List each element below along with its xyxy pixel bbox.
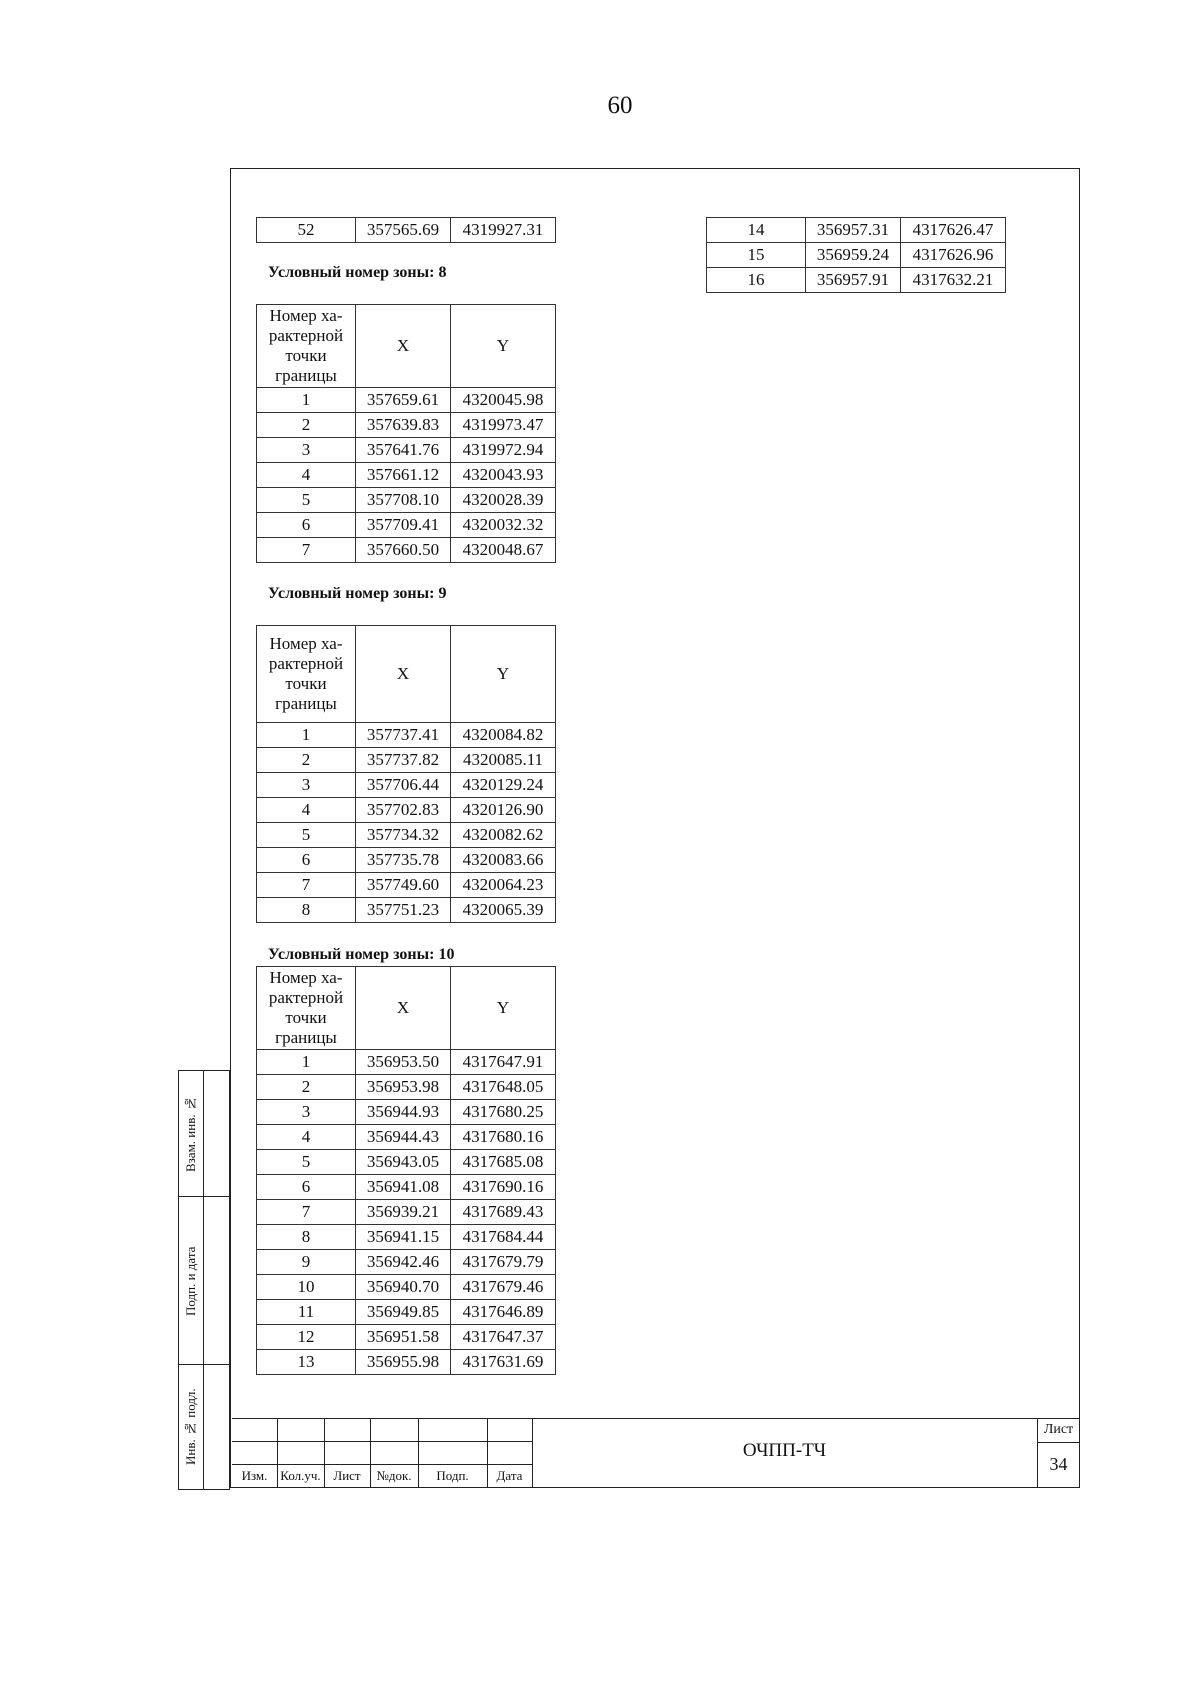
x-cell: 356957.31	[806, 218, 901, 243]
x-cell: 356951.58	[356, 1325, 451, 1350]
x-cell: 356944.93	[356, 1100, 451, 1125]
title-block-label-izm: Изм.	[241, 1468, 268, 1483]
y-cell: 4320048.67	[451, 538, 556, 563]
y-cell: 4320083.66	[451, 848, 556, 873]
zone-title-9: Условный номер зоны: 9	[268, 585, 447, 602]
coordinates-table-continued-right	[706, 217, 1006, 293]
x-cell: 356955.98	[356, 1350, 451, 1375]
header-point-line: Номер ха-	[269, 968, 343, 987]
point-number-cell: 7	[257, 873, 356, 898]
x-cell: 357749.60	[356, 873, 451, 898]
y-cell: 4317680.25	[451, 1100, 556, 1125]
header-x: X	[356, 626, 451, 723]
header-x: X	[356, 305, 451, 388]
header-point-number	[257, 626, 356, 723]
x-cell: 356953.50	[356, 1050, 451, 1075]
table-header-row	[257, 626, 556, 723]
table-row	[707, 218, 1006, 243]
point-number-cell: 5	[257, 1150, 356, 1175]
point-number-cell: 7	[257, 538, 356, 563]
table-row	[257, 798, 556, 823]
point-number-cell: 16	[707, 268, 806, 293]
table-row	[257, 1325, 556, 1350]
table-row	[257, 1275, 556, 1300]
header-point-line: рактерной	[268, 654, 344, 673]
point-number-cell: 10	[257, 1275, 356, 1300]
y-cell: 4317690.16	[451, 1175, 556, 1200]
title-block-label-koluch: Кол.уч.	[280, 1468, 321, 1483]
x-cell: 357659.61	[356, 388, 451, 413]
point-number-cell: 4	[257, 798, 356, 823]
y-cell: 4317648.05	[451, 1075, 556, 1100]
x-cell: 357737.41	[356, 723, 451, 748]
point-number-cell: 12	[257, 1325, 356, 1350]
table-row	[257, 413, 556, 438]
sheet-label: Лист	[1043, 1422, 1074, 1437]
table-row	[707, 268, 1006, 293]
table-row	[257, 1100, 556, 1125]
x-cell: 356941.08	[356, 1175, 451, 1200]
title-block-label-data: Дата	[496, 1468, 523, 1483]
point-number-cell: 8	[257, 898, 356, 923]
table-row	[257, 773, 556, 798]
table-row	[257, 1125, 556, 1150]
point-number-cell: 11	[257, 1300, 356, 1325]
header-point-line: границы	[275, 1028, 337, 1047]
table-row	[257, 513, 556, 538]
point-number-cell: 5	[257, 823, 356, 848]
header-point-line: точки	[285, 1008, 327, 1027]
y-cell: 4319972.94	[451, 438, 556, 463]
header-y: Y	[451, 967, 556, 1050]
title-block-label-ndok: №док.	[376, 1468, 412, 1483]
side-stamp-inv-label: Инв. № подл.	[183, 1388, 198, 1466]
x-cell: 357709.41	[356, 513, 451, 538]
table-row	[257, 1225, 556, 1250]
document-code: ОЧПП-ТЧ	[742, 1440, 827, 1461]
x-cell: 356959.24	[806, 243, 901, 268]
table-row	[257, 1300, 556, 1325]
y-cell: 4317680.16	[451, 1125, 556, 1150]
x-cell: 356953.98	[356, 1075, 451, 1100]
table-header-row	[257, 967, 556, 1050]
y-cell: 4320084.82	[451, 723, 556, 748]
point-number-cell: 5	[257, 488, 356, 513]
table-row	[257, 1350, 556, 1375]
table-row	[257, 1250, 556, 1275]
x-cell: 356943.05	[356, 1150, 451, 1175]
y-cell: 4320064.23	[451, 873, 556, 898]
y-cell: 4317647.91	[451, 1050, 556, 1075]
x-cell: 357735.78	[356, 848, 451, 873]
x-cell: 356940.70	[356, 1275, 451, 1300]
table-row	[257, 488, 556, 513]
point-number-cell: 2	[257, 748, 356, 773]
side-stamp	[178, 1070, 230, 1490]
x-cell: 356942.46	[356, 1250, 451, 1275]
y-cell: 4319927.31	[451, 218, 556, 243]
title-block-label-list: Лист	[333, 1468, 361, 1483]
zone-table-10	[256, 966, 556, 1375]
side-stamp-vzam-label: Взам. инв. №	[183, 1096, 198, 1172]
point-number-cell: 7	[257, 1200, 356, 1225]
point-number-cell: 3	[257, 1100, 356, 1125]
point-number-cell: 6	[257, 848, 356, 873]
y-cell: 4317684.44	[451, 1225, 556, 1250]
x-cell: 357565.69	[356, 218, 451, 243]
table-row	[257, 873, 556, 898]
point-number-cell: 15	[707, 243, 806, 268]
table-row	[257, 218, 556, 243]
y-cell: 4317626.96	[901, 243, 1006, 268]
coordinates-table-continued-left	[256, 217, 556, 243]
y-cell: 4317689.43	[451, 1200, 556, 1225]
table-row	[257, 898, 556, 923]
table-row	[257, 823, 556, 848]
y-cell: 4320028.39	[451, 488, 556, 513]
table-row	[257, 538, 556, 563]
header-point-line: точки	[285, 674, 327, 693]
header-point-line: границы	[275, 366, 337, 385]
table-row	[257, 848, 556, 873]
point-number-cell: 9	[257, 1250, 356, 1275]
x-cell: 357660.50	[356, 538, 451, 563]
x-cell: 357734.32	[356, 823, 451, 848]
y-cell: 4320129.24	[451, 773, 556, 798]
y-cell: 4320043.93	[451, 463, 556, 488]
x-cell: 357751.23	[356, 898, 451, 923]
point-number-cell: 2	[257, 413, 356, 438]
side-stamp-podp-label: Подп. и дата	[183, 1246, 198, 1316]
y-cell: 4320065.39	[451, 898, 556, 923]
x-cell: 357661.12	[356, 463, 451, 488]
x-cell: 357702.83	[356, 798, 451, 823]
header-point-line: границы	[275, 694, 337, 713]
y-cell: 4317685.08	[451, 1150, 556, 1175]
point-number-cell: 4	[257, 1125, 356, 1150]
header-x: X	[356, 967, 451, 1050]
header-point-line: рактерной	[268, 988, 344, 1007]
y-cell: 4320085.11	[451, 748, 556, 773]
point-number-cell: 2	[257, 1075, 356, 1100]
table-row	[707, 243, 1006, 268]
page-number: 60	[607, 92, 633, 119]
y-cell: 4320126.90	[451, 798, 556, 823]
y-cell: 4320032.32	[451, 513, 556, 538]
point-number-cell: 6	[257, 513, 356, 538]
y-cell: 4320045.98	[451, 388, 556, 413]
x-cell: 357706.44	[356, 773, 451, 798]
table-row	[257, 1175, 556, 1200]
header-point-line: Номер ха-	[269, 306, 343, 325]
zone-title-10: Условный номер зоны: 10	[268, 946, 455, 963]
table-row	[257, 1050, 556, 1075]
table-row	[257, 748, 556, 773]
y-cell: 4319973.47	[451, 413, 556, 438]
table-row	[257, 388, 556, 413]
x-cell: 356957.91	[806, 268, 901, 293]
header-point-line: точки	[285, 346, 327, 365]
y-cell: 4317626.47	[901, 218, 1006, 243]
table-header-row	[257, 305, 556, 388]
x-cell: 357737.82	[356, 748, 451, 773]
point-number-cell: 1	[257, 723, 356, 748]
table-row	[257, 463, 556, 488]
x-cell: 356941.15	[356, 1225, 451, 1250]
point-number-cell: 3	[257, 438, 356, 463]
point-number-cell: 13	[257, 1350, 356, 1375]
y-cell: 4317647.37	[451, 1325, 556, 1350]
table-row	[257, 1200, 556, 1225]
header-point-number	[257, 305, 356, 388]
point-number-cell: 3	[257, 773, 356, 798]
header-point-line: рактерной	[268, 326, 344, 345]
table-row	[257, 723, 556, 748]
sheet-number: 34	[1049, 1454, 1068, 1474]
y-cell: 4317679.79	[451, 1250, 556, 1275]
header-point-line: Номер ха-	[269, 634, 343, 653]
table-row	[257, 1075, 556, 1100]
header-y: Y	[451, 626, 556, 723]
x-cell: 356944.43	[356, 1125, 451, 1150]
point-number-cell: 8	[257, 1225, 356, 1250]
table-row	[257, 1150, 556, 1175]
point-number-cell: 1	[257, 1050, 356, 1075]
header-point-number	[257, 967, 356, 1050]
zone-table-8	[256, 304, 556, 563]
point-number-cell: 14	[707, 218, 806, 243]
x-cell: 356949.85	[356, 1300, 451, 1325]
header-y: Y	[451, 305, 556, 388]
y-cell: 4317679.46	[451, 1275, 556, 1300]
title-block-label-podp: Подп.	[436, 1468, 469, 1483]
point-number-cell: 1	[257, 388, 356, 413]
x-cell: 356939.21	[356, 1200, 451, 1225]
y-cell: 4320082.62	[451, 823, 556, 848]
point-number-cell: 4	[257, 463, 356, 488]
zone-title-8: Условный номер зоны: 8	[268, 264, 447, 281]
point-number-cell: 6	[257, 1175, 356, 1200]
title-block	[232, 1418, 1080, 1488]
x-cell: 357641.76	[356, 438, 451, 463]
x-cell: 357639.83	[356, 413, 451, 438]
y-cell: 4317631.69	[451, 1350, 556, 1375]
y-cell: 4317646.89	[451, 1300, 556, 1325]
y-cell: 4317632.21	[901, 268, 1006, 293]
point-number-cell: 52	[257, 218, 356, 243]
table-row	[257, 438, 556, 463]
zone-table-9	[256, 625, 556, 923]
x-cell: 357708.10	[356, 488, 451, 513]
